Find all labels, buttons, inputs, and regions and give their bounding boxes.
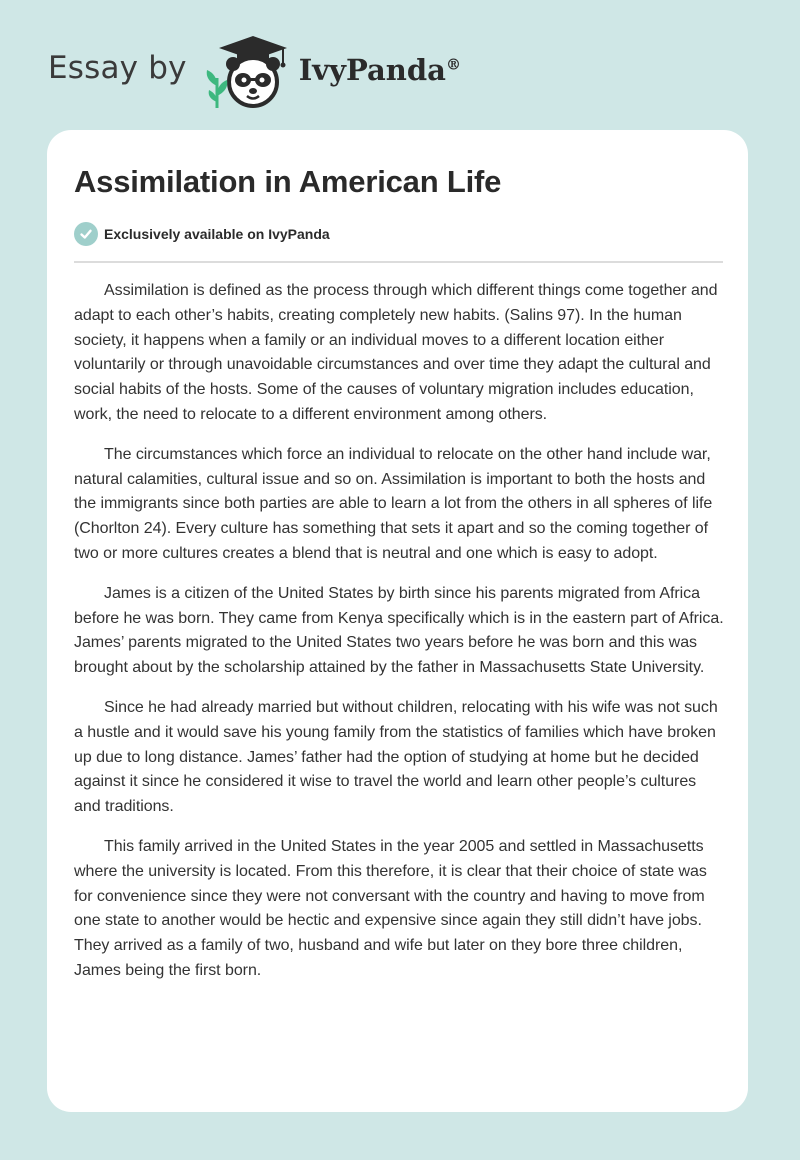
essay-card: [47, 130, 748, 1112]
paragraph: James is a citizen of the United States by birth since his parents migrated from Africa before he was born. They came from Kenya specifically which is in the eastern part of Africa. James’ parents migrated to the United States two years before he was born and this was brought about by the scholarship attained by the father in Massachusetts State University.: [74, 584, 724, 677]
exclusive-notice: [74, 222, 330, 246]
paragraph: This family arrived in the United States in the year 2005 and settled in Massachusetts where the university is located. From this therefore, it is clear that their choice of state was for convenience since they were not conversant with the country and having to move from one state to another would be hectic and expensive since again they still didn’t have jobs. They arrived as a family of two, husband and wife but later on they bore three children, James being the first born.: [74, 837, 707, 979]
exclusive-label: Exclusively available on IvyPanda: [104, 226, 330, 242]
paragraph: The circumstances which force an individual to relocate on the other hand include war, natural calamities, cultural issue and so on. Assimilation is important to both the hosts and the immigrants since both parties are able to learn a lot from the others in all spheres of life (Chorlton 24). Every culture has something that sets it apart and so the coming together of two or more cultures creates a blend that is neutral and one which is easy to adopt.: [74, 445, 713, 562]
paragraph: Since he had already married but without children, relocating with his wife was not such a hustle and it would save his young family from the statistics of families which have broken up due to long distance. James’ father had the option of studying at home but he decided against it since he considered it wise to travel the world and learn other people’s cultures and traditions.: [74, 698, 718, 816]
essay-body: [74, 279, 724, 999]
essay-title: Assimilation in American Life: [74, 164, 502, 199]
registered-mark: ®: [445, 55, 461, 74]
paragraph: Assimilation is defined as the process through which different things come together and adapt to each other’s habits, creating completely new habits. (Salins 97). In the human society, it happens when a family or an individual moves to a different location either voluntarily or through unavoidable circumstances and over time they adapt the cultural and social habits of the hosts. Some of the causes of voluntary migration includes education, work, the need to relocate to a different environment among others.: [74, 282, 718, 423]
title-divider: [74, 261, 723, 263]
check-circle-icon: [74, 222, 98, 246]
brand-wordmark[interactable]: [299, 53, 461, 87]
site-header: [48, 34, 461, 110]
essay-by-label: Essay by: [48, 50, 187, 86]
brand-name-text: IvyPanda: [298, 53, 446, 87]
panda-graduation-cap-icon[interactable]: [203, 34, 295, 110]
